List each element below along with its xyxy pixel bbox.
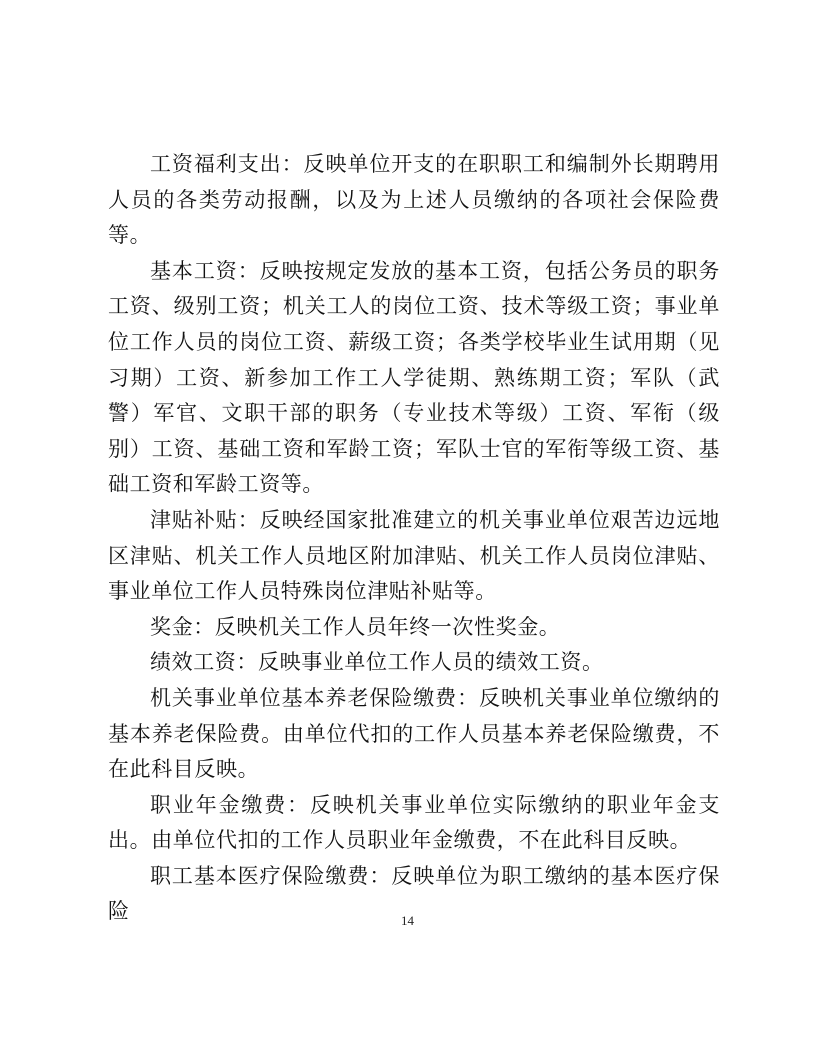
paragraph-medical-insurance: 职工基本医疗保险缴费：反映单位为职工缴纳的基本医疗保险	[108, 863, 720, 924]
document-body	[108, 147, 720, 930]
paragraph-occupational-annuity: 职业年金缴费：反映机关事业单位实际缴纳的职业年金支出。由单位代扣的工作人员职业年金缴费，不在此科目反映。	[108, 792, 720, 853]
paragraph-bonus: 奖金：反映机关工作人员年终一次性奖金。	[150, 614, 561, 639]
paragraph-wage-welfare: 工资福利支出：反映单位开支的在职职工和编制外长期聘用人员的各类劳动报酬，以及为上述人员缴纳的各项社会保险费等。	[108, 152, 720, 248]
paragraph-basic-salary: 基本工资：反映按规定发放的基本工资，包括公务员的职务工资、级别工资；机关工人的岗位工资、技术等级工资；事业单位工作人员的岗位工资、薪级工资；各类学校毕业生试用期（见习期）工资、新参加工作工人学徒期、熟练期工资；军队（武警）军官、文职干部的职务（专业技术等级）工资、军衔（级别）工资、基础工资和军龄工资；军队士官的军衔等级工资、基础工资和军龄工资等。	[108, 258, 720, 497]
paragraph-pension-insurance: 机关事业单位基本养老保险缴费：反映机关事业单位缴纳的基本养老保险费。由单位代扣的工作人员基本养老保险缴费，不在此科目反映。	[108, 685, 720, 782]
paragraph-performance-pay: 绩效工资：反映事业单位工作人员的绩效工资。	[150, 650, 604, 675]
paragraph-allowances: 津贴补贴：反映经国家批准建立的机关事业单位艰苦边远地区津贴、机关工作人员地区附加津贴、机关工作人员岗位津贴、事业单位工作人员特殊岗位津贴补贴等。	[108, 507, 720, 604]
page-number: 14	[401, 913, 414, 928]
